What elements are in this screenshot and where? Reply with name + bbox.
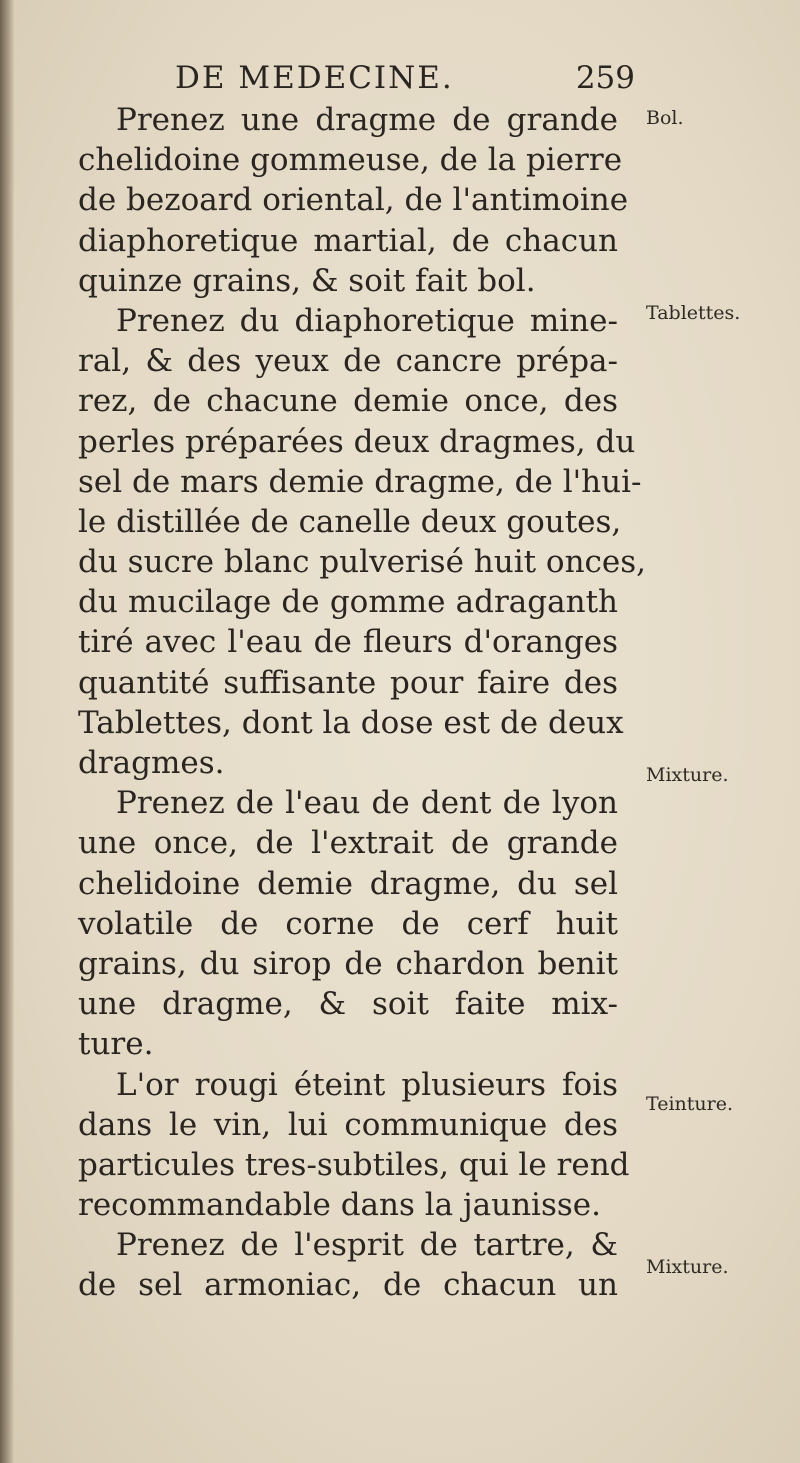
text-line: tiré avec l'eau de fleurs d'oranges [78,624,618,661]
margin-note-bol: Bol. [646,107,684,129]
text-line: diaphoretique martial, de chacun [78,222,618,259]
text-line: dans le vin, lui communique des [78,1106,618,1143]
margin-note-teinture: Teinture. [646,1093,733,1115]
text-line: Prenez du diaphoretique mine- [116,302,618,339]
text-line: Prenez de l'eau de dent de lyon [116,785,618,822]
margin-note-mixture: Mixture. [646,764,729,786]
text-line: le distillée de canelle deux goutes, [78,503,622,540]
page-number: 259 [575,60,635,96]
text-line: du sucre blanc pulverisé huit onces, [78,544,647,581]
text-line: de sel armoniac, de chacun un [78,1267,618,1304]
text-line: du mucilage de gomme adraganth [78,584,618,621]
text-line: volatile de corne de cerf huit [78,905,618,942]
text-line: quantité suffisante pour faire des [78,664,618,701]
text-line: chelidoine demie dragme, du sel [78,865,618,902]
text-line: L'or rougi éteint plusieurs fois [116,1066,618,1103]
text-line: dragmes. [78,745,225,781]
text-line: particules tres-subtiles, qui le rend [78,1146,630,1183]
text-line: perles préparées deux dragmes, du [78,423,636,460]
text-line: une once, de l'extrait de grande [78,825,618,862]
text-line: sel de mars demie dragme, de l'hui- [78,463,642,500]
margin-note-tablettes: Tablettes. [646,302,741,324]
text-line: ture. [78,1026,154,1063]
body-text [78,100,647,1306]
text-line: grains, du sirop de chardon benit [78,945,618,982]
text-line: Prenez une dragme de grande [116,102,618,138]
text-line: rez, de chacune demie once, des [78,383,618,420]
running-title: DE MEDECINE. [175,60,454,96]
text-line: chelidoine gommeuse, de la pierre [78,142,623,179]
text-line: ral, & des yeux de cancre prépa- [78,343,618,380]
text-line: Prenez de l'esprit de tartre, & [116,1227,618,1264]
margin-note-mixture-2: Mixture. [646,1256,729,1278]
text-line: une dragme, & soit faite mix- [78,986,618,1023]
page-gutter-shadow [0,0,14,1463]
text-line: Tablettes, dont la dose est de deux [78,704,624,741]
text-line: de bezoard oriental, de l'antimoine [78,182,629,219]
text-line: quinze grains, & soit fait bol. [78,262,536,299]
text-line: recommandable dans la jaunisse. [78,1187,601,1224]
running-header [175,58,635,98]
